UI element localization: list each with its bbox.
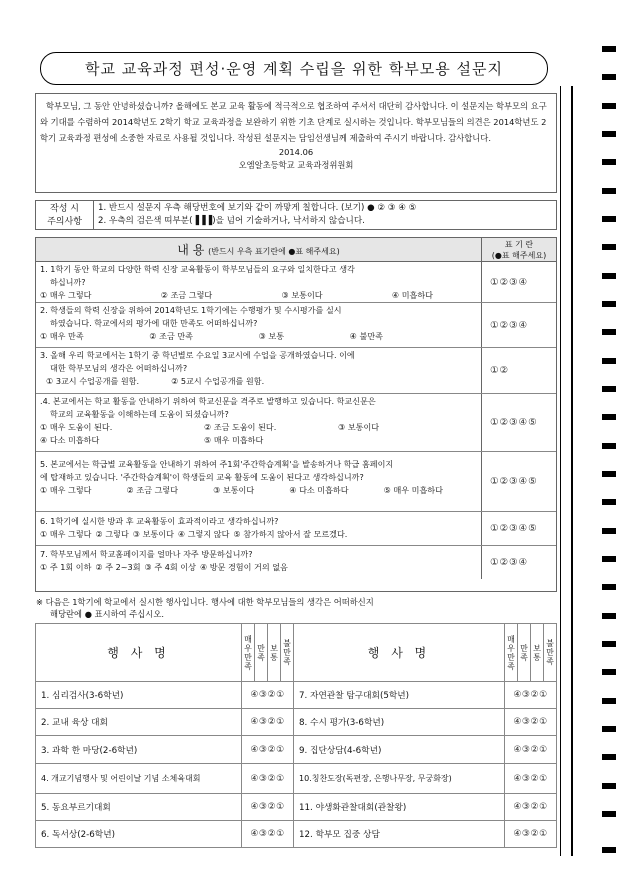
answer-bubbles[interactable]: ①② [490, 365, 510, 376]
event-name: 7. 자연관찰 탐구대회(5학년) [294, 682, 505, 709]
notes-line: 2. 우측의 검은색 띠부분(▐▐▐)을 넘어 기술하거나, 낙서하지 않습니다. [98, 216, 365, 226]
timing-mark [602, 273, 616, 279]
intro-paragraph: 학부모님, 그 동안 안녕하셨습니까? 올해에도 본교 교육 활동에 적극적으로 협조하여 주셔서 대단히 감사합니다. 이 설문지는 학부모의 요구와 기대를 수렴하여 2014학년도 2학기 학교 교육과정을 보완하기 위한 기초 단계로 실시하는 것입니다. 학부모님들의 의견은 2014학년도 2학기 교육과정 편성에 소중한 자료로 사용될 것입니다. 작성된 설문지는 담임선생님께 제출하여 주시기 바랍니다. 감사합니다. [40, 101, 547, 143]
scale-header: 만족 [518, 624, 531, 682]
option-list [40, 421, 477, 434]
rating-bubbles[interactable]: ④③②① [242, 821, 294, 848]
rating-bubbles[interactable]: ④③②① [242, 794, 294, 821]
timing-mark [602, 244, 616, 250]
question-text: 7. 학부모님께서 학교홈페이지를 얼마나 자주 방문하십니까? [40, 549, 253, 559]
header-mark-line: (●표 해주세요) [491, 251, 547, 260]
event-name: 11. 야생화관찰대회(관찰왕) [294, 794, 505, 821]
question-text: 3. 올해 우리 학교에서는 1학기 중 학년별로 수요일 3교시에 수업을 공개하였습니다. 이에 [40, 350, 355, 360]
timing-mark [602, 556, 616, 562]
option: ④ 미흡하다 [391, 290, 433, 300]
option-list [40, 561, 477, 574]
timing-mark [602, 131, 616, 137]
option-list [40, 289, 477, 302]
timing-mark [602, 613, 616, 619]
timing-mark [602, 754, 616, 760]
question-text: 학교의 교육활동을 이해하는데 도움이 되셨습니까? [50, 409, 229, 419]
rating-bubbles[interactable]: ④③②① [505, 764, 557, 794]
timing-mark [602, 358, 616, 364]
header-mark-line: 표 기 란 [504, 240, 534, 249]
option: ⑤ 매우 미흡하다 [383, 485, 443, 495]
notes-label-line: 작성 시 [50, 204, 79, 214]
question-text: 에 탑재하고 있습니다. '주간학습계획'이 학생들의 교육 활동에 도움이 된다고 생각하십니까? [40, 472, 364, 482]
event-name: 6. 독서상(2-6학년) [36, 821, 242, 848]
question-text: 5. 본교에서는 학급별 교육활동을 안내하기 위하여 주1회'주간학습계획'을 발송하거나 학급 홈페이지 [40, 459, 394, 469]
option: ④ 방문 경험이 거의 없음 [199, 562, 288, 572]
timing-mark [602, 499, 616, 505]
option: ① 매우 만족 [40, 331, 84, 341]
question-row [36, 546, 556, 579]
option: ② 조금 만족 [149, 331, 193, 341]
question-row [36, 303, 556, 348]
option-list [40, 434, 477, 447]
event-name: 10.칭찬도장(독편장, 은행나무장, 무궁화장) [294, 764, 505, 794]
table-row [36, 682, 557, 709]
option: ① 매우 그렇다 [40, 290, 92, 300]
answer-bubbles[interactable]: ①②③④⑤ [490, 523, 538, 534]
header-mark [482, 238, 556, 261]
scale-header: 만족 [255, 624, 268, 682]
option-list [40, 528, 477, 541]
question-table-header [36, 238, 556, 262]
question-text: 하십니까? [50, 277, 86, 287]
notes-label-line: 주의사항 [47, 217, 82, 227]
timing-mark [602, 414, 616, 420]
event-name: 4. 개교기념행사 및 어린이날 기념 소체육대회 [36, 764, 242, 794]
table-row [36, 764, 557, 794]
option: ③ 보통 [258, 331, 285, 341]
notes-line: 1. 반드시 설문지 우측 해당번호에 보기와 같이 까맣게 칠합니다. (보기) ● ② ③ ④ ⑤ [98, 203, 417, 213]
intro-date: 2014.06 [278, 147, 314, 157]
option: ③ 보통이다 [132, 529, 174, 539]
answer-bubbles[interactable]: ①②③④ [490, 319, 529, 331]
timing-mark [602, 783, 616, 789]
timing-mark [602, 159, 616, 165]
option: ③ 보통이다 [281, 290, 323, 300]
timing-mark [602, 528, 616, 534]
timing-mark [602, 301, 616, 307]
table-row [36, 794, 557, 821]
question-row [36, 394, 556, 452]
option: ① 매우 도움이 된다. [40, 422, 113, 432]
scale-header: 매우만족 [242, 624, 255, 682]
event-name: 2. 교내 육상 대회 [36, 709, 242, 736]
option: ④ 다소 미흡하다 [289, 485, 349, 495]
option: ⑤ 참가하지 않아서 잘 모르겠다. [233, 529, 348, 539]
option: ⑤ 매우 미흡하다 [204, 435, 264, 445]
header-content-label: 내 용 [177, 243, 205, 257]
option: ④ 다소 미흡하다 [40, 435, 100, 445]
timing-mark [602, 74, 616, 80]
question-row [36, 262, 556, 303]
events-instruction [36, 596, 556, 620]
answer-bubbles[interactable]: ①②③④⑤ [490, 476, 538, 487]
timing-mark [602, 216, 616, 222]
header-content [36, 238, 482, 261]
option: ④ 불만족 [349, 331, 383, 341]
timing-mark [602, 698, 616, 704]
events-instruction-line: 해당란에 ● 표시하여 주십시오. [50, 609, 164, 619]
events-header-row [36, 624, 557, 682]
option: ③ 보통이다 [338, 422, 380, 432]
question-row [36, 348, 556, 394]
question-row [36, 512, 556, 546]
scale-header: 보통 [531, 624, 544, 682]
timing-mark [602, 669, 616, 675]
option: ② 조금 그렇다 [160, 290, 213, 300]
question-text: 1. 1학기 동안 학교의 다양한 학력 신장 교육활동이 학부모님들의 요구와 일치한다고 생각 [40, 264, 355, 274]
rating-bubbles[interactable]: ④③②① [242, 709, 294, 736]
scale-header: 불만족 [544, 624, 557, 682]
question-text: .4. 본교에서는 학교 활동을 안내하기 위하여 학교신문을 격주로 발행하고 있습니다. 학교신문은 [40, 396, 376, 406]
rating-bubbles[interactable]: ④③②① [505, 682, 557, 709]
timing-mark [602, 103, 616, 109]
event-name: 1. 심리검사(3-6학년) [36, 682, 242, 709]
timing-mark [602, 188, 616, 194]
question-row [36, 452, 556, 512]
event-name: 12. 학부모 집중 상담 [294, 821, 505, 848]
option: ① 3교시 수업공개를 원함. [46, 376, 140, 386]
option-list [40, 375, 477, 388]
timing-mark [602, 726, 616, 732]
notes-label [36, 201, 94, 229]
event-name: 3. 과학 한 마당(2-6학년) [36, 736, 242, 764]
option: ③ 주 4회 이상 [144, 562, 196, 572]
timing-mark [602, 811, 616, 817]
timing-mark [602, 641, 616, 647]
question-text: 6. 1학기에 실시한 방과 후 교육활동이 효과적이라고 생각하십니까? [40, 516, 279, 526]
question-table [35, 237, 557, 592]
table-row [36, 821, 557, 848]
event-name: 9. 집단상담(4-6학년) [294, 736, 505, 764]
option: ② 조금 그렇다 [126, 485, 179, 495]
table-row [36, 736, 557, 764]
rating-bubbles[interactable]: ④③②① [505, 709, 557, 736]
margin-rule [560, 86, 561, 856]
rating-bubbles[interactable]: ④③②① [505, 736, 557, 764]
option: ③ 보통이다 [213, 485, 255, 495]
timing-mark [602, 46, 616, 52]
option-list [40, 484, 477, 497]
margin-rule-bold [571, 86, 573, 856]
timing-mark [602, 584, 616, 590]
option: ② 주 2~3회 [95, 562, 141, 572]
answer-bubbles[interactable]: ①②③④ [490, 557, 529, 568]
events-table [35, 623, 557, 848]
question-text: 하였습니다. 학교에서의 평가에 대한 만족도 어떠하십니까? [50, 318, 258, 328]
event-name: 5. 동요부르기대회 [36, 794, 242, 821]
option: ② 그렇다 [95, 529, 129, 539]
header-content-note: (반드시 우측 표기란에 ●표 해주세요) [208, 247, 340, 256]
option: ① 주 1회 이하 [40, 562, 92, 572]
rating-bubbles[interactable]: ④③②① [242, 682, 294, 709]
timing-mark [602, 329, 616, 335]
intro-box [35, 93, 557, 193]
events-header-name-right: 행 사 명 [294, 624, 505, 682]
question-text: 2. 학생들의 학력 신장을 위하여 2014학년도 1학기에는 수행평가 및 수시평가를 실시 [40, 305, 342, 315]
rating-bubbles[interactable]: ④③②① [505, 794, 557, 821]
scale-header: 보통 [268, 624, 281, 682]
timing-mark [602, 443, 616, 449]
events-instruction-line: ※ 다음은 1학기에 학교에서 실시한 행사입니다. 행사에 대한 학부모님들의 생각은 어떠하신지 [36, 597, 374, 607]
intro-org: 오엠알초등학교 교육과정위원회 [238, 160, 354, 170]
option: ① 매우 그렇다 [40, 529, 92, 539]
answer-bubbles[interactable]: ①②③④ [490, 276, 529, 288]
option: ② 5교시 수업공개를 원함. [171, 376, 265, 386]
scale-header: 불만족 [281, 624, 294, 682]
question-text: 대한 학부모님의 생각은 어떠하십니까? [50, 363, 188, 373]
option: ② 조금 도움이 된다. [204, 422, 277, 432]
notes-box [35, 200, 557, 230]
events-header-name-left: 행 사 명 [36, 624, 242, 682]
timing-mark [602, 471, 616, 477]
rating-bubbles[interactable]: ④③②① [505, 821, 557, 848]
notes-text [94, 201, 556, 229]
timing-mark [602, 847, 616, 853]
option: ① 매우 그렇다 [40, 485, 92, 495]
event-name: 8. 수시 평가(3-6학년) [294, 709, 505, 736]
option-list [40, 330, 477, 343]
rating-bubbles[interactable]: ④③②① [242, 764, 294, 794]
survey-title: 학교 교육과정 편성·운영 계획 수립을 위한 학부모용 설문지 [40, 52, 548, 85]
rating-bubbles[interactable]: ④③②① [242, 736, 294, 764]
answer-bubbles[interactable]: ①②③④⑤ [490, 417, 538, 428]
timing-mark [602, 386, 616, 392]
scale-header: 매우만족 [505, 624, 518, 682]
option: ④ 그렇지 않다 [177, 529, 230, 539]
table-row [36, 709, 557, 736]
